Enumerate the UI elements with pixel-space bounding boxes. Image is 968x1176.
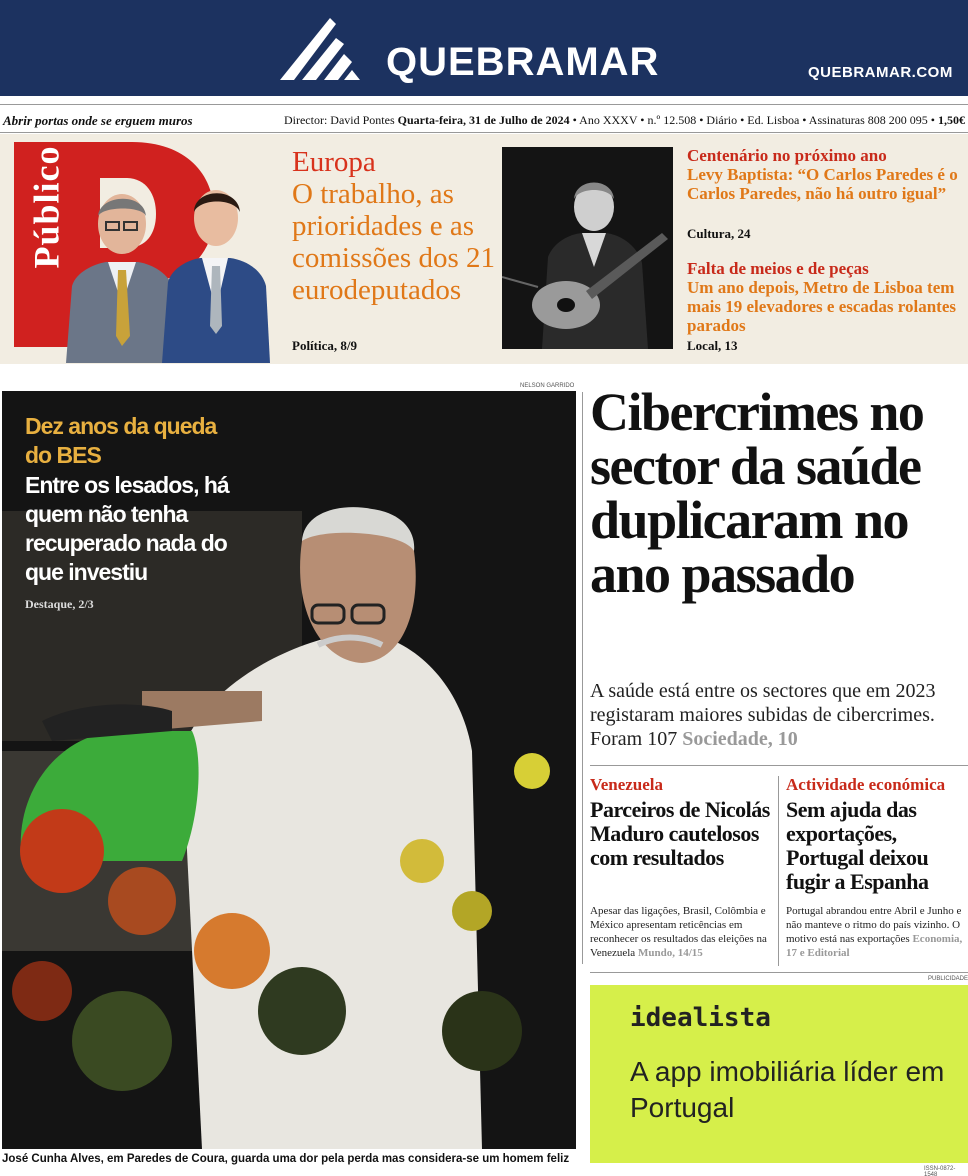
venezuela-section: Mundo, 14/15 — [637, 947, 703, 959]
feature-kicker[interactable]: Dez anos da queda do BES — [25, 413, 217, 468]
economia-section: Economia, 17 e Editorial — [786, 933, 963, 959]
venezuela-kicker[interactable]: Venezuela — [590, 775, 664, 794]
lead-summary-text: A saúde está entre os sectores que em 2023 registaram maiores subidas de cibercrimes. Foram 107 — [590, 680, 936, 750]
ad-brand[interactable]: idealista — [630, 1003, 771, 1033]
cultura-title[interactable]: Levy Baptista: “O Carlos Paredes é o Carlos Paredes, não há outro igual” — [687, 165, 958, 203]
economia-summary-text: Portugal abrandou entre Abril e Junho e não manteve o ritmo do país vizinho. O motivo está nas exportações — [786, 905, 962, 945]
brand-url[interactable]: QUEBRAMAR.COM — [808, 64, 953, 81]
issn: ISSN-0872-1548 — [924, 1166, 956, 1176]
venezuela-summary-text: Apesar das ligações, Brasil, Colômbia e México apresentam reticências em reconhecer os resultados das eleições na Venezuela — [590, 905, 767, 959]
economia-kicker[interactable]: Actividade económica — [786, 775, 946, 794]
divider — [590, 765, 968, 766]
economia-summary — [786, 904, 968, 960]
europa-kicker[interactable]: Europa — [292, 146, 376, 178]
newspaper-name: Público — [26, 145, 67, 269]
column-divider — [582, 392, 583, 964]
ad-text: A app imobiliária líder em Portugal — [630, 1056, 945, 1123]
divider — [0, 132, 968, 133]
ad-tag: PUBLICIDADE — [928, 976, 968, 982]
price: 1,50€ — [938, 113, 965, 127]
lead-headline[interactable]: Cibercrimes no sector da saúde duplicaram no ano passado — [590, 382, 924, 604]
cultura-kicker[interactable]: Centenário no próximo ano — [687, 146, 887, 165]
local-kicker[interactable]: Falta de meios e de peças — [687, 259, 869, 278]
europa-title[interactable]: O trabalho, as prioridades e as comissões dos 21 eurodeputados — [292, 178, 495, 306]
photo-credit: NELSON GARRIDO — [520, 383, 575, 389]
issue-date: Quarta-feira, 31 de Julho de 2024 — [397, 113, 570, 127]
feature-section: Destaque, 2/3 — [25, 597, 94, 611]
photo-caption: José Cunha Alves, em Paredes de Coura, guarda uma dor pela perda mas considera-se um homem feliz — [2, 1153, 570, 1165]
lead-summary — [590, 679, 965, 751]
divider — [590, 972, 968, 973]
europa-section: Política, 8/9 — [292, 338, 357, 353]
local-title[interactable]: Um ano depois, Metro de Lisboa tem mais 19 elevadores e escadas rolantes parados — [687, 278, 956, 335]
eurodeputies-photo — [66, 186, 290, 363]
director: Director: David Pontes — [283, 113, 395, 127]
brand-name[interactable]: QUEBRAMAR — [386, 40, 660, 84]
quebramar-logo-icon — [280, 18, 366, 82]
venezuela-title[interactable]: Parceiros de Nicolás Maduro cautelosos com resultados — [590, 797, 770, 870]
economia-title[interactable]: Sem ajuda das exportações, Portugal deixou fugir a Espanha — [786, 797, 929, 894]
dateline — [284, 113, 965, 128]
feature-title[interactable]: Entre os lesados, há quem não tenha recuperado nada do que investiu — [25, 472, 229, 585]
cultura-section: Cultura, 24 — [687, 226, 751, 241]
divider — [0, 104, 968, 105]
column-divider — [778, 776, 779, 966]
venezuela-summary — [590, 904, 772, 960]
issue-details: • Ano XXXV • n.º 12.508 • Diário • Ed. Lisboa • Assinaturas 808 200 095 • — [572, 113, 935, 127]
local-section: Local, 13 — [687, 338, 738, 353]
musician-photo — [502, 147, 673, 349]
motto: Abrir portas onde se erguem muros — [3, 113, 193, 128]
lead-section: Sociedade, 10 — [682, 728, 798, 750]
